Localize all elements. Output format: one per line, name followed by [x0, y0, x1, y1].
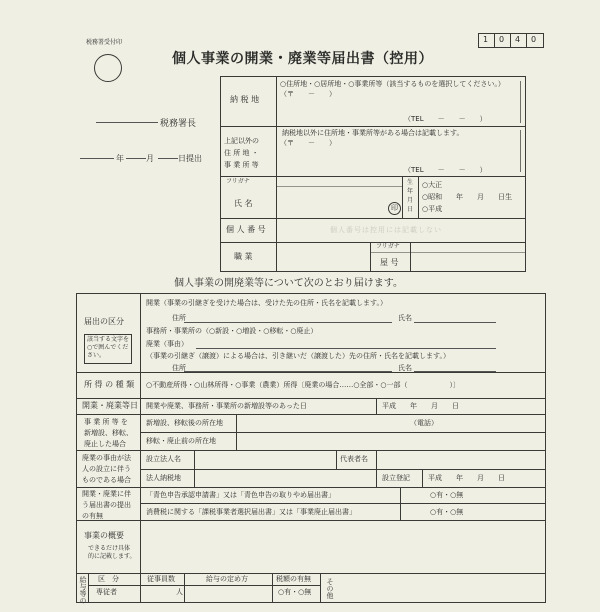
aoiro-question: 「青色申告承認申請書」又は「青色申告の取りやめ届出書」: [146, 491, 335, 499]
birth-date: 年 月 日生: [456, 193, 512, 201]
month-label: 月: [146, 154, 154, 163]
furigana2-label: フリガナ: [376, 243, 400, 250]
birth-era-heisei[interactable]: ○平成: [422, 205, 443, 213]
shohizei-question: 消費税に関する「課税事業者選択届出書」又は「事業廃止届出書」: [146, 508, 356, 516]
form-code-digit: 0: [499, 35, 505, 44]
kyuyo-side-label: 給与等の: [79, 576, 87, 604]
haigyo-name-input[interactable]: [414, 371, 496, 372]
birth-era-showa[interactable]: ○昭和: [422, 193, 443, 201]
kyuyo-head-tax: 税額の有無: [276, 575, 311, 583]
kyuyo-row-tax[interactable]: ○有・○無: [278, 588, 312, 596]
tax-office-suffix: 税務署長: [160, 119, 197, 129]
kyuyo-right-label: その他: [326, 578, 334, 599]
office-old-input[interactable]: [238, 433, 544, 449]
haigyo-name-label: 氏名: [398, 364, 412, 372]
corp-name-label: 設立法人名: [146, 455, 181, 463]
todoke-note-1: 該当する文字を: [87, 336, 130, 343]
submit-day-field[interactable]: [158, 158, 178, 159]
furigana-label: フリガナ: [226, 178, 250, 185]
page-title: 個人事業の開業・廃業等届出書（控用）: [172, 51, 433, 67]
aoiro-label-2: う届出書の提出: [82, 501, 131, 509]
date-label: 開業・廃業等日: [82, 401, 138, 410]
other-address-tel: （TEL － － ）: [404, 166, 487, 174]
occupation-input[interactable]: [278, 244, 368, 271]
office-tel-label: （電話）: [410, 419, 438, 427]
date-era: 平成: [382, 402, 396, 410]
gaiyou-note-2: 的に記載します。: [88, 553, 136, 560]
kyuyo-row-kubun: 専従者: [96, 588, 117, 596]
birth-label-4: 日: [407, 206, 414, 213]
rep-name-input[interactable]: [378, 451, 544, 468]
todoke-note-3: さい。: [87, 352, 106, 359]
mynumber-watermark: 個人番号は控用には記載しない: [330, 226, 442, 234]
reg-date[interactable]: 平成 年 月 日: [428, 474, 505, 482]
haigyo-note: （事業の引継ぎ（譲渡）による場合は、引き継いだ（譲渡した）先の住所・氏名を記載します。）: [146, 352, 450, 360]
other-address-label-1: 上記以外の: [224, 137, 259, 145]
gaiyou-note-1: できるだけ具体: [88, 545, 131, 552]
rep-name-label: 代表者名: [340, 455, 368, 463]
other-address-postal: （〒 － ）: [280, 139, 336, 147]
haigyo-address-input[interactable]: [184, 371, 392, 372]
kaigyo-option[interactable]: 開業（事業の引継ぎを受けた場合は、受けた先の住所・氏名を記載します。）: [146, 299, 387, 307]
haigyo-address-label: 住所: [172, 364, 186, 372]
aoiro-label-3: の有無: [82, 512, 103, 520]
other-address-label-3: 事 業 所 等: [224, 161, 259, 169]
corp-label-3: ものである場合: [82, 476, 131, 484]
name-label: 氏 名: [234, 199, 253, 208]
day-label: 日提出: [178, 154, 202, 163]
haigyo-option[interactable]: 廃業（事由）: [146, 340, 188, 348]
aoiro-label-1: 開業・廃業に伴: [82, 490, 131, 498]
aoiro-answer[interactable]: ○有・○無: [430, 491, 464, 499]
birth-label-2: 年: [407, 188, 414, 195]
corp-label-1: 廃業の事由が法: [82, 454, 131, 462]
kaigyo-name-input[interactable]: [414, 322, 496, 323]
nouzeichi-tel: （TEL － － ）: [404, 115, 487, 123]
submit-year-field[interactable]: [80, 158, 114, 159]
birth-era-taisho[interactable]: ○大正: [422, 181, 443, 189]
form-code-digit: 1: [483, 35, 489, 44]
corp-label-2: 人の設立に伴う: [82, 465, 131, 473]
tax-office-field[interactable]: [96, 122, 158, 123]
shop-name-label: 屋 号: [380, 258, 399, 267]
todoke-label: 届出の区分: [84, 317, 124, 326]
shotoku-label: 所 得 の 種 類: [84, 380, 135, 389]
mynumber-label: 個 人 番 号: [226, 225, 266, 234]
office-new-input[interactable]: [238, 415, 544, 431]
shohizei-answer[interactable]: ○有・○無: [430, 508, 464, 516]
office-new-label: 新増設、移転後の所在地: [146, 419, 223, 427]
form-code-digit: 4: [515, 35, 521, 44]
gaiyou-input[interactable]: [142, 522, 544, 572]
name-input[interactable]: [278, 188, 388, 216]
kaigyo-name-label: 氏名: [398, 314, 412, 322]
year-label: 年: [116, 154, 124, 163]
todoke-note-2: ○で囲んでくだ: [87, 344, 129, 351]
nouzeichi-label: 納 税 地: [230, 95, 260, 104]
birth-label-1: 生: [407, 179, 414, 186]
office-move-label-3: 廃止した場合: [84, 440, 126, 448]
office-move-label-1: 事 業 所 等 を: [84, 418, 128, 426]
corp-address-input[interactable]: [196, 470, 374, 486]
occupation-label: 職 業: [234, 252, 253, 261]
form-code-digit: 0: [531, 35, 537, 44]
stamp-label: 税務署受付印: [86, 39, 123, 46]
birth-label-3: 月: [407, 197, 414, 204]
office-change-option[interactable]: 事務所・事業所の（○新設・○増設・○移転・○廃止）: [146, 327, 318, 335]
reg-label: 設立登記: [382, 474, 410, 482]
date-ymd[interactable]: 年 月 日: [410, 402, 459, 410]
section-subtitle: 個人事業の開廃業等について次のとおり届けます。: [174, 278, 403, 289]
shop-name-input[interactable]: [412, 254, 524, 271]
other-address-note: 納税地以外に住所地・事業所等がある場合は記載します。: [282, 129, 464, 137]
corp-address-label: 法人納税地: [146, 474, 181, 482]
nouzeichi-options: ○住所地・○居所地・○事業所等（該当するものを選択してください。）: [280, 80, 505, 88]
submit-month-field[interactable]: [126, 158, 146, 159]
gaiyou-label: 事業の概要: [84, 531, 124, 540]
kaigyo-address-input[interactable]: [184, 322, 392, 323]
other-address-label-2: 住 所 地 ・: [224, 149, 259, 157]
shotoku-options[interactable]: ○不動産所得・○山林所得・○事業（農業）所得〔廃業の場合……○全部・○一部（ ）〕: [146, 381, 461, 389]
corp-name-input[interactable]: [196, 451, 334, 468]
nouzeichi-postal: （〒 － ）: [280, 90, 336, 98]
kyuyo-head-method: 給与の定め方: [206, 575, 248, 583]
kyuyo-head-kubun: 区 分: [98, 575, 119, 583]
kyuyo-row-count[interactable]: 人: [176, 588, 183, 596]
kyuyo-head-count: 従事員数: [147, 575, 175, 583]
receipt-stamp-circle: [94, 54, 122, 82]
office-old-label: 移転・廃止前の所在地: [146, 437, 216, 445]
kaigyo-address-label: 住所: [172, 314, 186, 322]
haigyo-reason-input[interactable]: [196, 348, 496, 349]
office-move-label-2: 新増設、移転、: [84, 429, 133, 437]
date-description: 開業や廃業、事務所・事業所の新増設等のあった日: [146, 402, 307, 410]
seal-mark: 印: [388, 202, 401, 215]
